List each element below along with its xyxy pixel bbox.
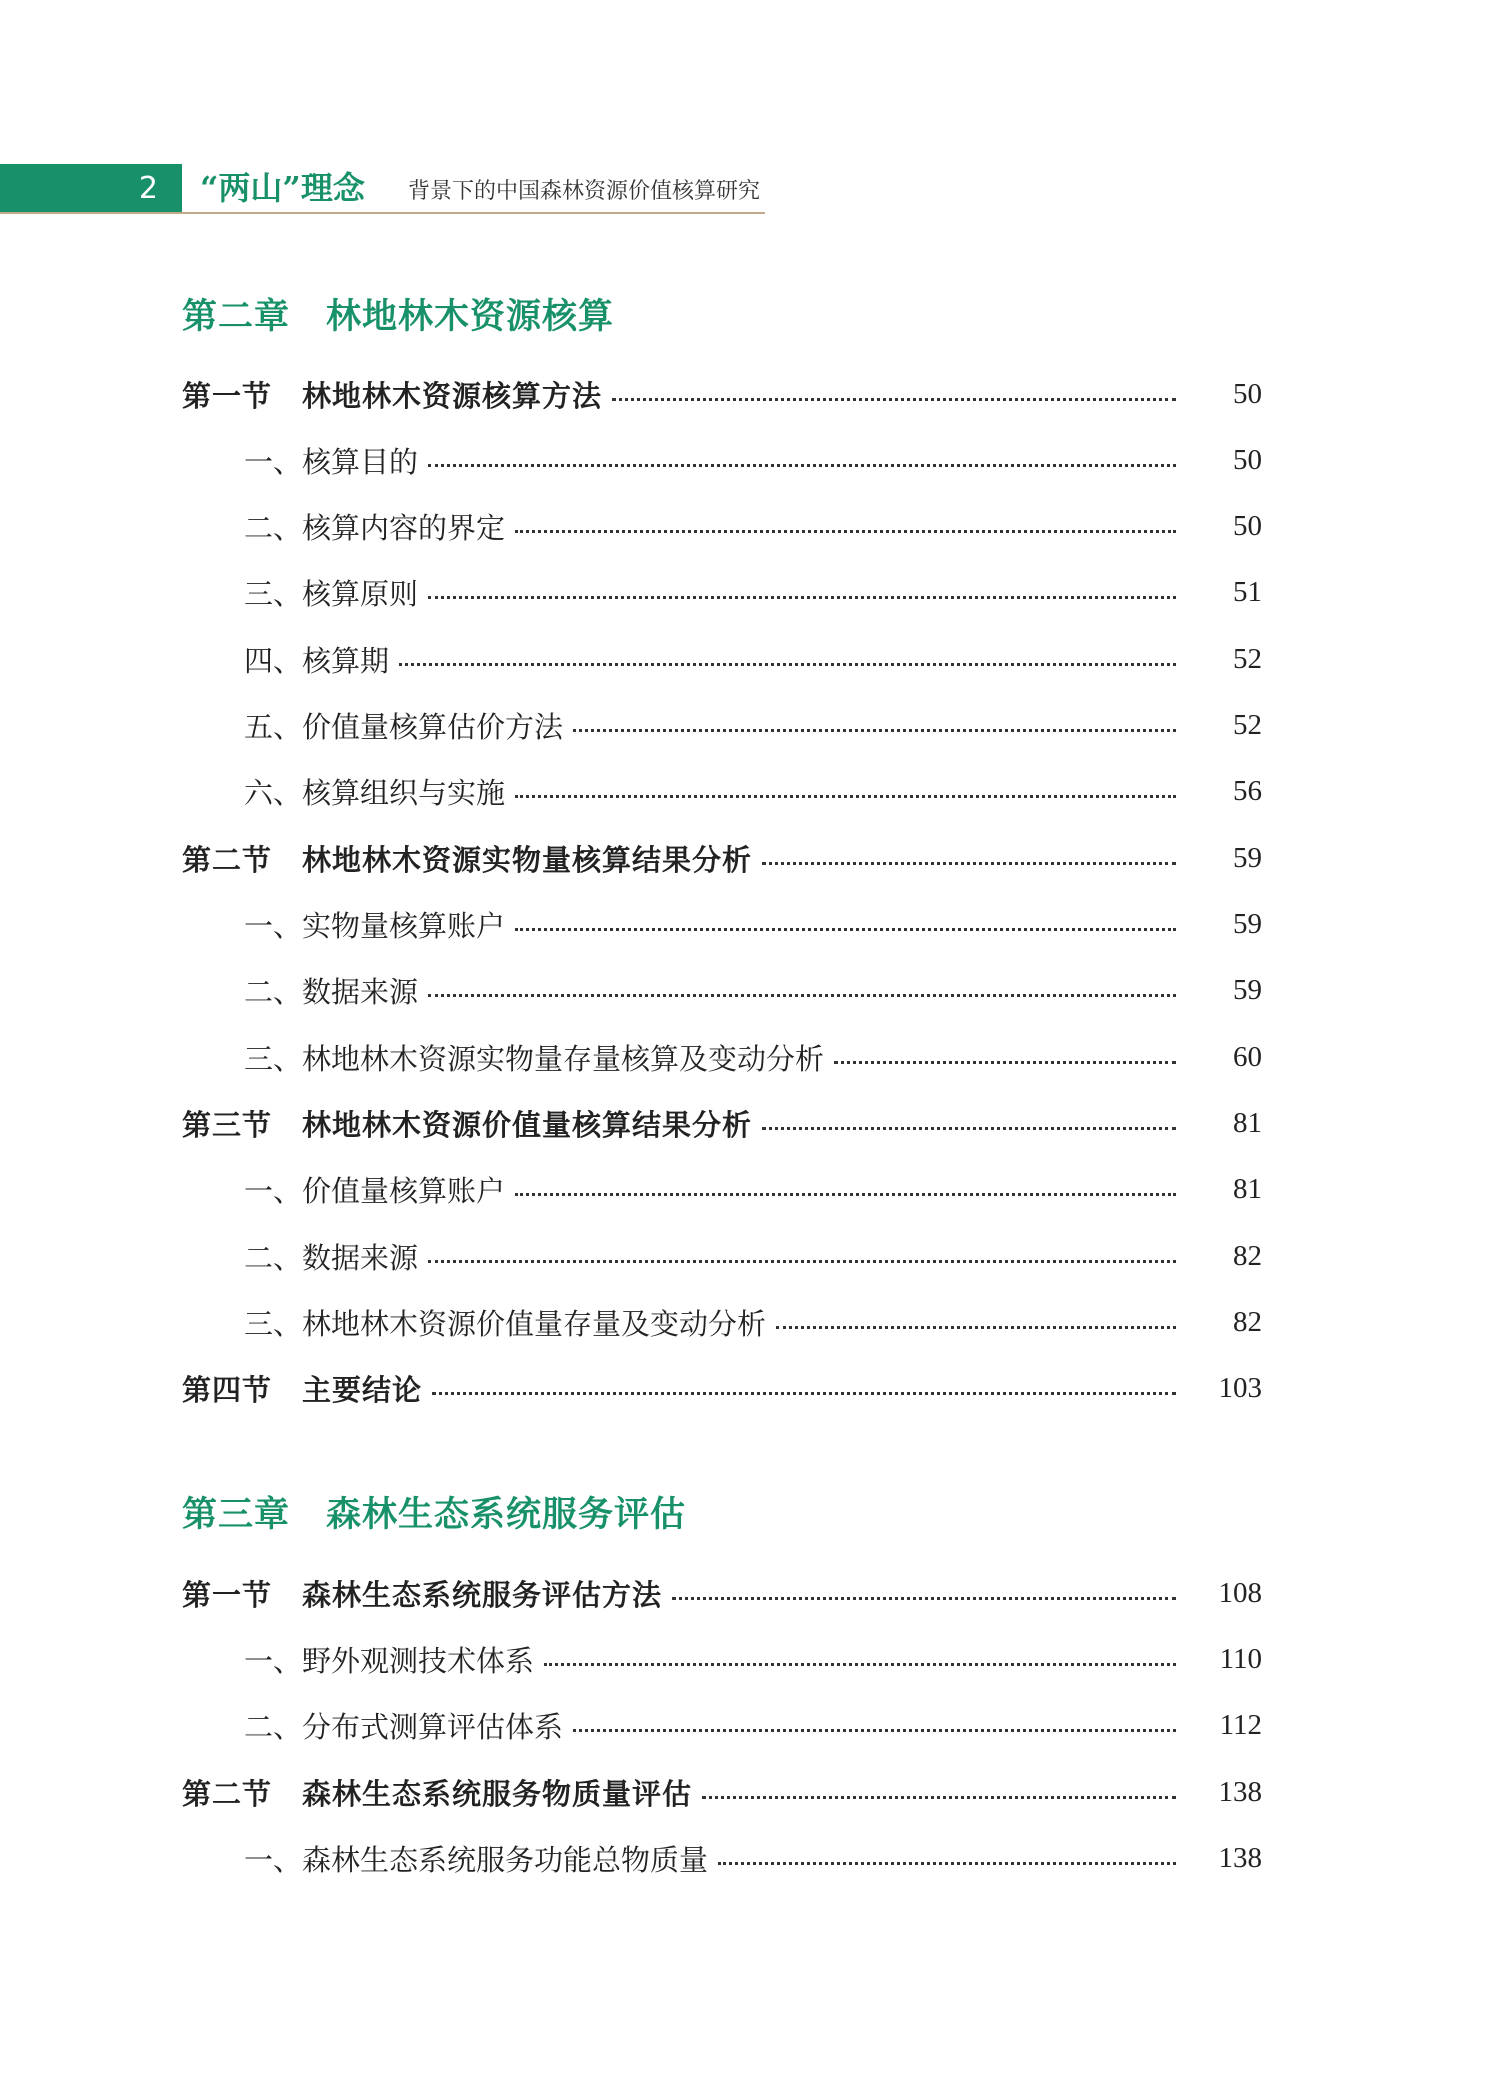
toc-title: 六、核算组织与实施 [244,775,506,810]
dot-leader [428,1260,1176,1263]
toc-title: 三、林地林木资源价值量存量及变动分析 [244,1306,767,1341]
toc-page: 59 [1233,841,1262,874]
dot-leader [544,1663,1176,1666]
toc-item[interactable] [244,768,1262,814]
toc-page: 82 [1233,1239,1262,1272]
toc-title: 一、价值量核算账户 [244,1173,506,1208]
toc-page: 81 [1233,1106,1262,1139]
running-header [0,164,765,216]
dot-leader [776,1326,1176,1329]
toc-page: 82 [1233,1305,1262,1338]
chapter-heading: 第三章 森林生态系统服务评估 [182,1495,687,1535]
dot-leader [702,1796,1176,1799]
toc-title: 二、分布式测算评估体系 [244,1709,564,1744]
toc-page: 103 [1218,1371,1262,1404]
toc-title: 三、林地林木资源实物量存量核算及变动分析 [244,1041,825,1076]
toc-section[interactable] [182,1570,1262,1616]
book-brand-title: “两山”理念 [200,169,365,207]
toc-title: 一、森林生态系统服务功能总物质量 [244,1842,709,1877]
toc-item[interactable] [244,1034,1262,1080]
chapter-heading: 第二章 林地林木资源核算 [182,297,615,337]
toc-item[interactable] [244,503,1262,549]
toc-section[interactable] [182,1100,1262,1146]
toc-title: 第一节 林地林木资源核算方法 [182,378,603,413]
toc-page: 60 [1233,1040,1262,1073]
toc-item[interactable] [244,636,1262,682]
toc-title: 二、核算内容的界定 [244,510,506,545]
toc-section[interactable] [182,371,1262,417]
toc-section[interactable] [182,1769,1262,1815]
toc-item[interactable] [244,569,1262,615]
dot-leader [399,663,1176,666]
toc-title: 二、数据来源 [244,1240,419,1275]
dot-leader [515,928,1176,931]
dot-leader [428,464,1176,467]
toc-section[interactable] [182,835,1262,881]
toc-title: 第二节 林地林木资源实物量核算结果分析 [182,842,753,877]
dot-leader [515,530,1176,533]
page-number: 2 [0,164,182,212]
toc-page: 59 [1233,973,1262,1006]
toc-item[interactable] [244,702,1262,748]
dot-leader [515,795,1176,798]
toc-page: 138 [1218,1841,1262,1874]
toc-item[interactable] [244,1835,1262,1881]
toc-page: 51 [1233,575,1262,608]
toc-item[interactable] [244,437,1262,483]
toc-title: 一、实物量核算账户 [244,908,506,943]
dot-leader [762,1127,1176,1130]
toc-section[interactable] [182,1365,1262,1411]
toc-page: 50 [1233,509,1262,542]
book-subtitle: 背景下的中国森林资源价值核算研究 [408,179,761,204]
dot-leader [718,1862,1176,1865]
toc-page: 110 [1219,1642,1262,1675]
dot-leader [432,1392,1176,1395]
toc-page: 56 [1233,774,1262,807]
toc-title: 一、野外观测技术体系 [244,1643,535,1678]
toc-title: 四、核算期 [244,643,390,678]
toc-page: 138 [1218,1775,1262,1808]
toc-page: 108 [1218,1576,1262,1609]
dot-leader [672,1597,1176,1600]
toc-item[interactable] [244,1702,1262,1748]
toc-title: 二、数据来源 [244,974,419,1009]
toc-title: 第四节 主要结论 [182,1372,423,1407]
header-rule [0,212,765,214]
dot-leader [612,398,1176,401]
dot-leader [515,1193,1176,1196]
toc-item[interactable] [244,967,1262,1013]
toc-page: 50 [1233,443,1262,476]
toc-title: 五、价值量核算估价方法 [244,709,564,744]
toc-page: 81 [1233,1172,1262,1205]
dot-leader [573,729,1176,732]
toc-item[interactable] [244,1299,1262,1345]
toc-title: 一、核算目的 [244,444,419,479]
toc-page: 52 [1233,642,1262,675]
dot-leader [428,994,1176,997]
toc-item[interactable] [244,1233,1262,1279]
toc-item[interactable] [244,901,1262,947]
dot-leader [762,862,1176,865]
toc-page: 59 [1233,907,1262,940]
dot-leader [573,1729,1176,1732]
dot-leader [834,1061,1176,1064]
toc-item[interactable] [244,1166,1262,1212]
toc-title: 第三节 林地林木资源价值量核算结果分析 [182,1107,753,1142]
toc-title: 三、核算原则 [244,576,419,611]
toc-page: 52 [1233,708,1262,741]
toc-page: 112 [1219,1708,1262,1741]
toc-page: 50 [1233,377,1262,410]
toc-title: 第一节 森林生态系统服务评估方法 [182,1577,663,1612]
dot-leader [428,596,1176,599]
toc-title: 第二节 森林生态系统服务物质量评估 [182,1776,693,1811]
toc-item[interactable] [244,1636,1262,1682]
